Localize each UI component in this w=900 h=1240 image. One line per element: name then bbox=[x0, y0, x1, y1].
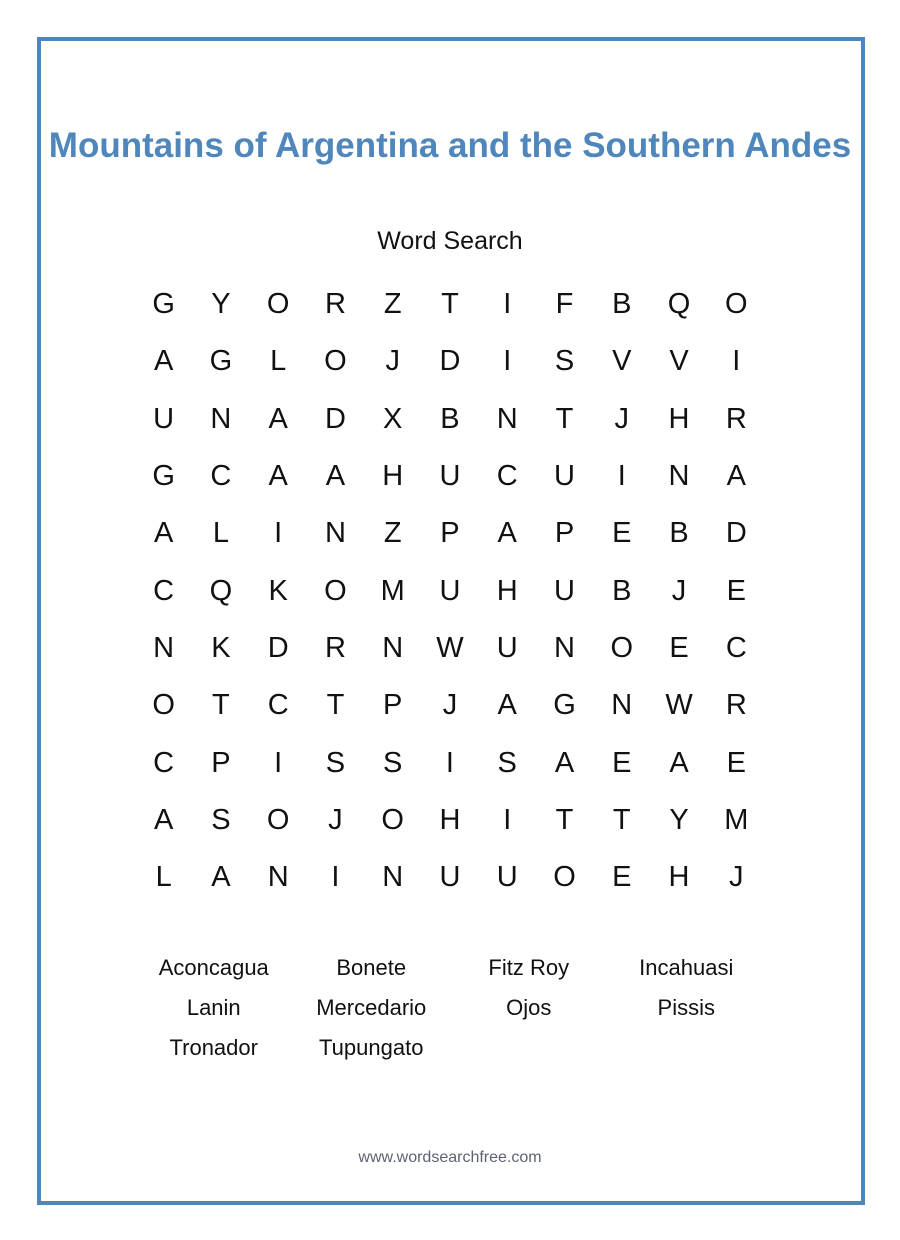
word-list-item: Fitz Roy bbox=[488, 955, 570, 980]
grid-letter: P bbox=[554, 517, 575, 550]
grid-letter: G bbox=[553, 689, 576, 722]
grid-letter: A bbox=[554, 746, 575, 779]
grid-letter: C bbox=[153, 746, 175, 779]
grid-letter: U bbox=[554, 460, 575, 493]
grid-letter: Z bbox=[383, 288, 402, 321]
grid-letter: A bbox=[669, 746, 689, 779]
puzzle-subtitle: Word Search bbox=[377, 227, 523, 255]
grid-letter: C bbox=[210, 460, 232, 493]
grid-letter: B bbox=[612, 288, 632, 321]
grid-letter: R bbox=[324, 631, 346, 664]
grid-letter: N bbox=[554, 631, 575, 664]
grid-letter: E bbox=[612, 861, 632, 894]
grid-letter: D bbox=[725, 517, 747, 550]
grid-letter: B bbox=[669, 517, 689, 550]
grid-letter: A bbox=[325, 460, 346, 493]
grid-letter: N bbox=[324, 517, 346, 550]
grid-letter: C bbox=[153, 574, 175, 607]
grid-letter: M bbox=[380, 574, 405, 607]
grid-letter: A bbox=[211, 861, 231, 894]
grid-letter: G bbox=[152, 288, 175, 321]
grid-letter: C bbox=[267, 689, 289, 722]
grid-letter: I bbox=[503, 803, 512, 836]
grid-letter: T bbox=[326, 689, 345, 722]
grid-letter: G bbox=[209, 345, 233, 378]
grid-letter: P bbox=[383, 689, 403, 722]
grid-letter: T bbox=[441, 288, 459, 321]
grid-letter: T bbox=[555, 803, 574, 836]
grid-letter: B bbox=[612, 574, 632, 607]
grid-letter: I bbox=[274, 517, 283, 550]
grid-letter: T bbox=[212, 689, 230, 722]
grid-letter: I bbox=[445, 746, 454, 779]
grid-letter: R bbox=[725, 689, 747, 722]
grid-letter: H bbox=[496, 574, 518, 607]
word-list bbox=[135, 948, 765, 1068]
grid-letter: P bbox=[211, 746, 231, 779]
word-list-item: Ojos bbox=[506, 995, 552, 1020]
grid-letter: R bbox=[324, 288, 346, 321]
grid-letter: N bbox=[382, 631, 404, 664]
grid-letter: S bbox=[383, 746, 403, 779]
grid-letter: E bbox=[726, 746, 746, 779]
grid-letter: T bbox=[612, 803, 631, 836]
grid-letter: O bbox=[266, 803, 290, 836]
grid-letter: V bbox=[612, 345, 632, 378]
grid-letter: O bbox=[725, 288, 748, 321]
grid-letter: S bbox=[211, 803, 231, 836]
grid-letter: D bbox=[439, 345, 461, 378]
footer-url: www.wordsearchfree.com bbox=[358, 1149, 542, 1166]
grid-letter: N bbox=[668, 460, 690, 493]
grid-letter: A bbox=[153, 345, 174, 378]
grid-letter: U bbox=[439, 460, 461, 493]
grid-letter: Q bbox=[667, 288, 691, 321]
grid-letter: O bbox=[381, 803, 404, 836]
word-list-item: Tupungato bbox=[319, 1035, 424, 1060]
grid-letter: H bbox=[668, 402, 690, 435]
word-list-item: Bonete bbox=[336, 955, 407, 980]
grid-letter: T bbox=[555, 402, 574, 435]
grid-letter: U bbox=[496, 631, 518, 664]
grid-letter: J bbox=[328, 803, 343, 836]
word-list-item: Lanin bbox=[186, 995, 241, 1020]
grid-letter: V bbox=[669, 345, 689, 378]
grid-letter: I bbox=[503, 345, 512, 378]
grid-letter: W bbox=[436, 631, 464, 664]
word-list-item: Incahuasi bbox=[639, 955, 734, 980]
grid-letter: I bbox=[274, 746, 283, 779]
grid-letter: S bbox=[554, 345, 575, 378]
grid-letter: A bbox=[153, 803, 174, 836]
grid-letter: U bbox=[153, 402, 175, 435]
grid-letter: J bbox=[671, 574, 687, 607]
grid-letter: O bbox=[152, 689, 175, 722]
grid-letter: D bbox=[324, 402, 346, 435]
grid-letter: R bbox=[725, 402, 747, 435]
word-list-item: Aconcagua bbox=[158, 955, 269, 980]
grid-letter: U bbox=[439, 574, 461, 607]
grid-letter: G bbox=[152, 460, 175, 493]
grid-letter: W bbox=[665, 689, 693, 722]
grid-letter: J bbox=[614, 402, 629, 435]
grid-letter: C bbox=[725, 631, 747, 664]
grid-letter: O bbox=[324, 345, 347, 378]
grid-letter: E bbox=[669, 631, 689, 664]
grid-letter: J bbox=[442, 689, 458, 722]
grid-letter: J bbox=[729, 861, 744, 894]
grid-letter: O bbox=[610, 631, 634, 664]
grid-letter: H bbox=[668, 861, 690, 894]
grid-letter: A bbox=[497, 689, 517, 722]
grid-letter: B bbox=[440, 402, 460, 435]
grid-letter: I bbox=[331, 861, 340, 894]
grid-letter: N bbox=[153, 631, 175, 664]
grid-letter: C bbox=[496, 460, 518, 493]
grid-letter: I bbox=[617, 460, 626, 493]
grid-letter: N bbox=[267, 861, 289, 894]
word-list-item: Pissis bbox=[657, 995, 715, 1020]
grid-letter: H bbox=[439, 803, 461, 836]
grid-letter: K bbox=[211, 631, 231, 664]
grid-letter: U bbox=[496, 861, 518, 894]
grid-letter: D bbox=[267, 631, 289, 664]
grid-letter: Y bbox=[211, 288, 231, 321]
grid-letter: A bbox=[268, 460, 288, 493]
grid-letter: Q bbox=[209, 574, 233, 607]
grid-letter: E bbox=[612, 517, 632, 550]
grid-letter: Z bbox=[383, 517, 402, 550]
grid-letter: P bbox=[440, 517, 460, 550]
grid-letter: A bbox=[153, 517, 174, 550]
grid-letter: N bbox=[210, 402, 232, 435]
grid-letter: O bbox=[266, 288, 290, 321]
grid-letter: A bbox=[497, 517, 517, 550]
grid-letter: H bbox=[382, 460, 404, 493]
grid-letter: O bbox=[553, 861, 576, 894]
grid-letter: S bbox=[497, 746, 517, 779]
grid-letter: E bbox=[726, 574, 746, 607]
grid-letter: N bbox=[496, 402, 518, 435]
grid-letter: E bbox=[612, 746, 632, 779]
grid-letter: I bbox=[503, 288, 512, 321]
letter-grid bbox=[135, 276, 765, 906]
grid-letter: U bbox=[554, 574, 575, 607]
puzzle-title: Mountains of Argentina and the Southern Andes bbox=[48, 126, 852, 165]
word-list-item: Tronador bbox=[169, 1035, 258, 1060]
grid-letter: L bbox=[270, 345, 287, 378]
grid-letter: X bbox=[383, 402, 403, 435]
grid-letter: A bbox=[726, 460, 746, 493]
grid-letter: M bbox=[724, 803, 749, 836]
word-list-item: Mercedario bbox=[316, 995, 427, 1020]
grid-letter: K bbox=[268, 574, 288, 607]
grid-letter: J bbox=[385, 345, 400, 378]
grid-letter: L bbox=[212, 517, 229, 550]
grid-letter: I bbox=[732, 345, 741, 378]
grid-letter: O bbox=[324, 574, 347, 607]
grid-letter: F bbox=[555, 288, 574, 321]
grid-letter: N bbox=[611, 689, 633, 722]
grid-letter: Y bbox=[669, 803, 689, 836]
grid-letter: N bbox=[382, 861, 404, 894]
grid-letter: U bbox=[439, 861, 461, 894]
grid-letter: L bbox=[155, 861, 172, 894]
grid-letter: S bbox=[325, 746, 346, 779]
grid-letter: A bbox=[268, 402, 288, 435]
